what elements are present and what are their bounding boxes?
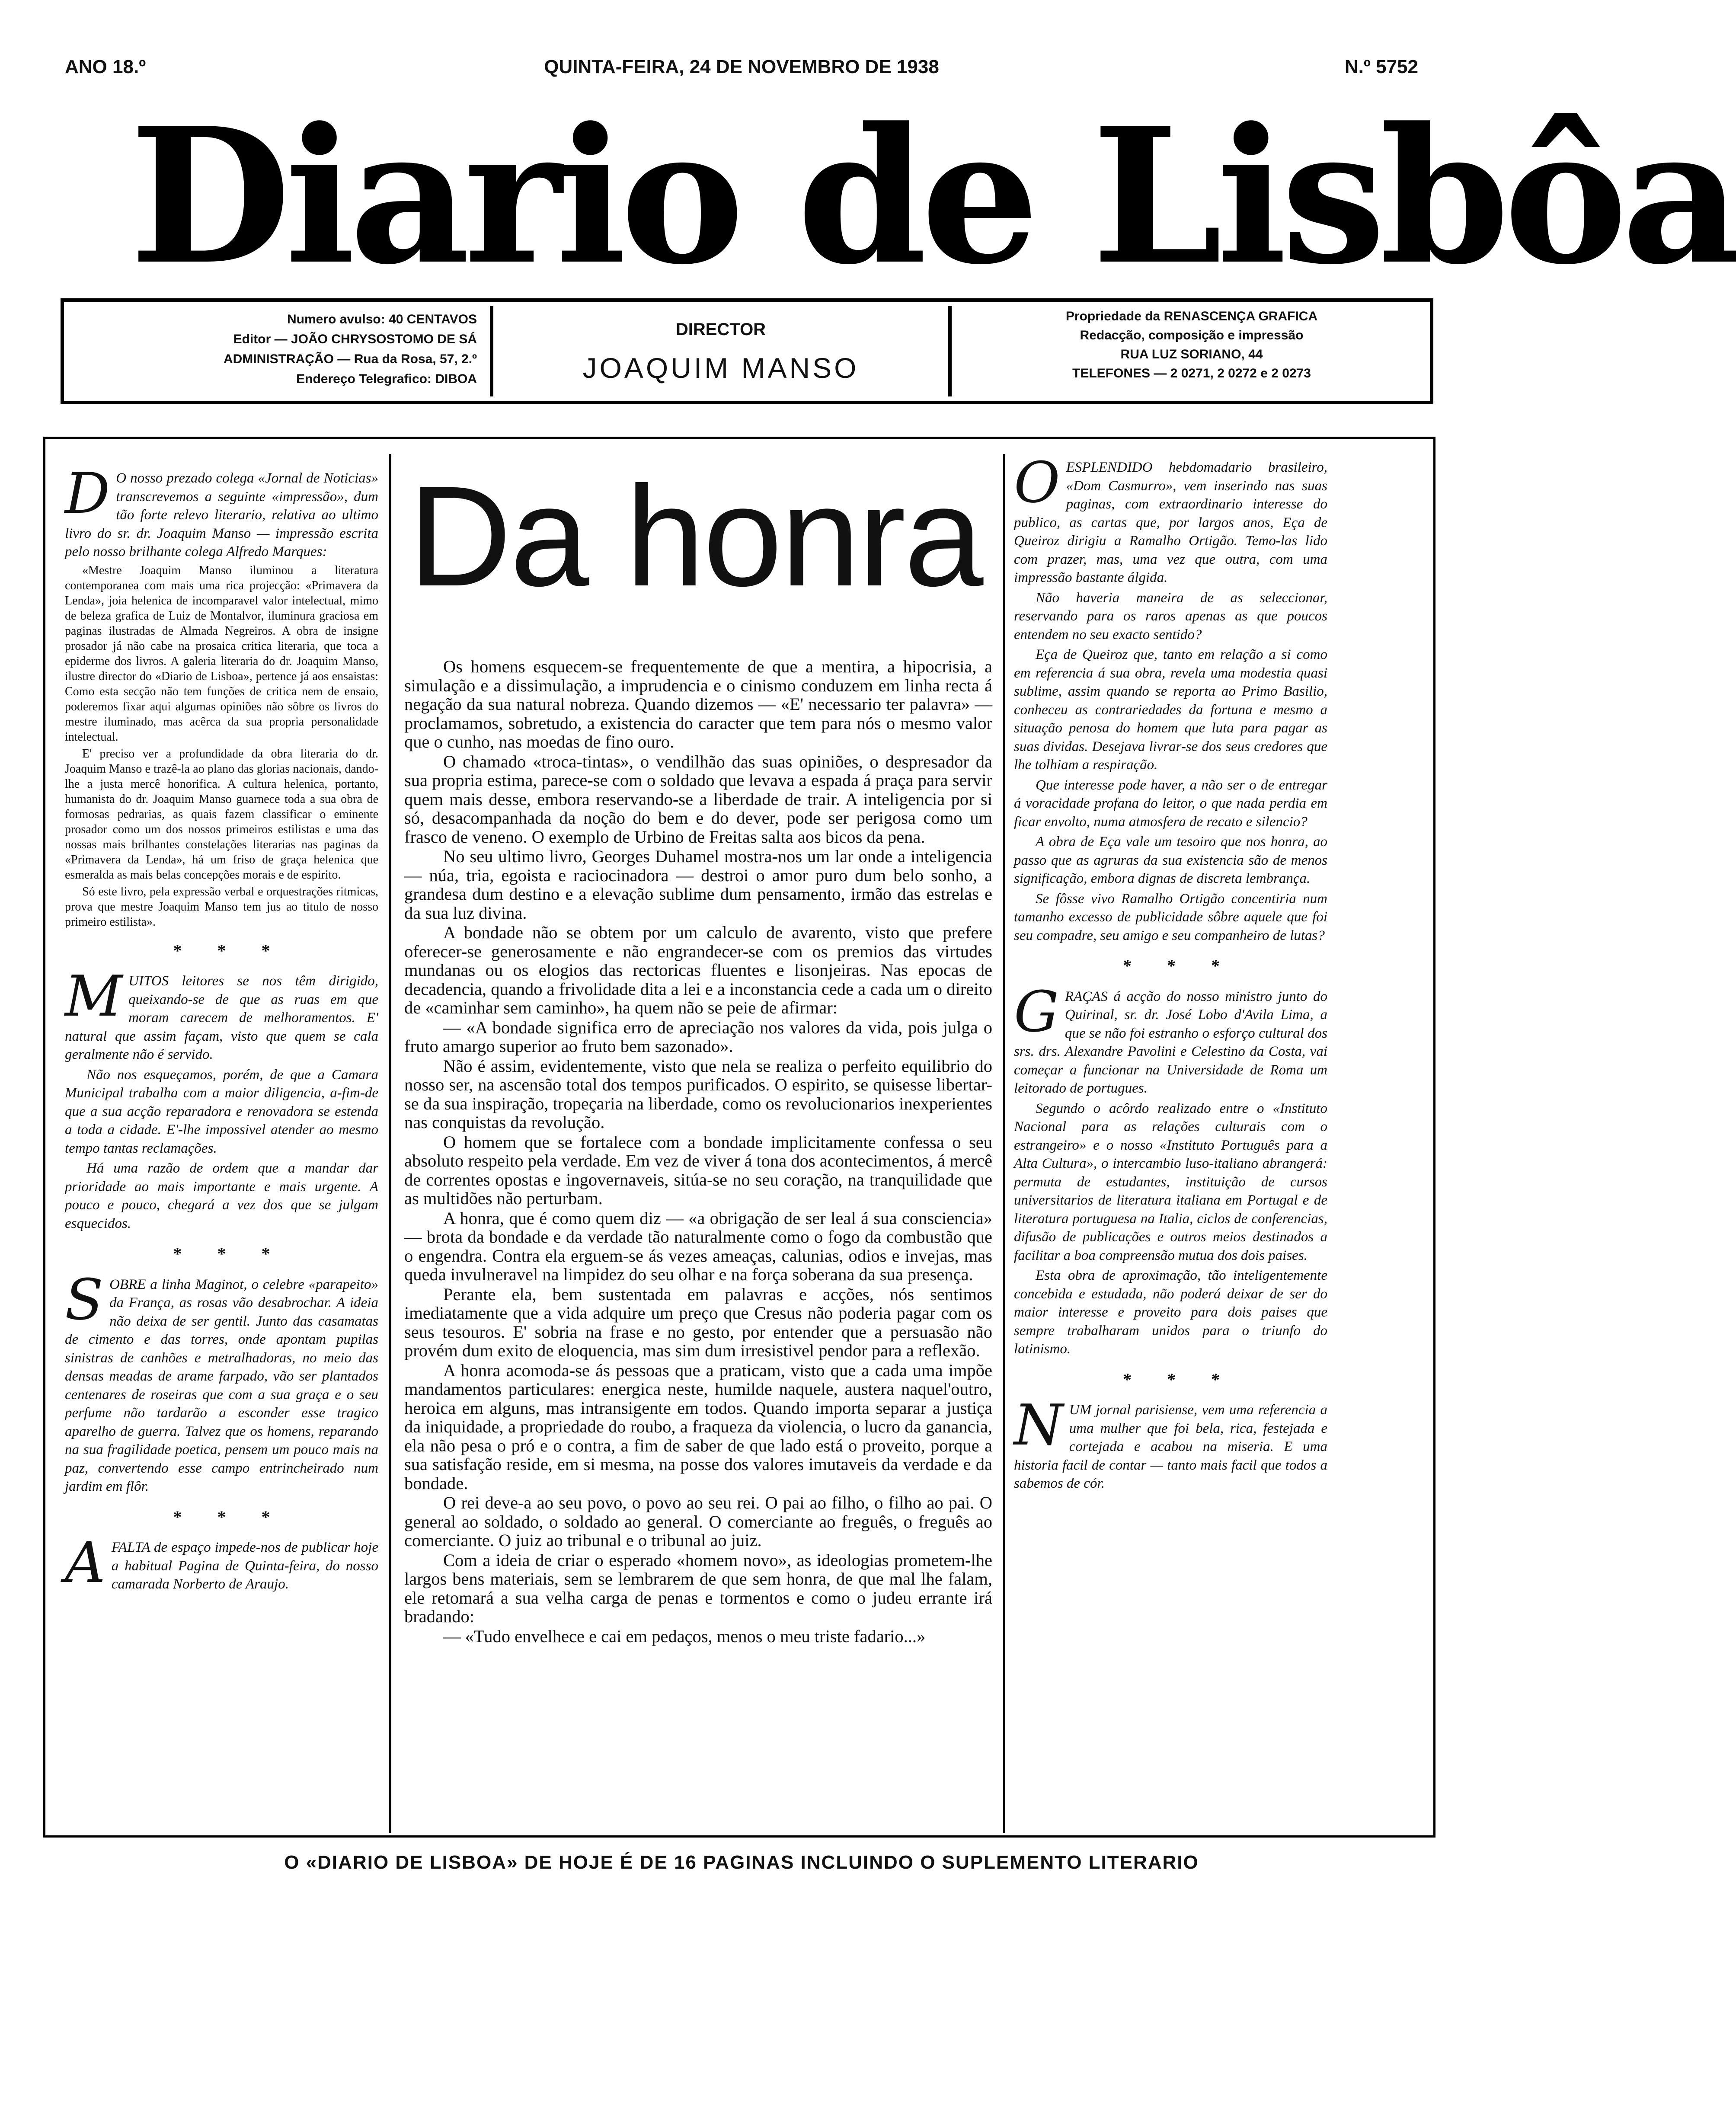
administration-line: ADMINISTRAÇÃO — Rua da Rosa, 57, 2.º [223, 352, 477, 366]
issue-date: QUINTA-FEIRA, 24 DE NOVEMBRO DE 1938 [544, 56, 939, 77]
drop-cap: A [65, 1530, 106, 1595]
address-line: RUA LUZ SORIANO, 44 [1120, 347, 1263, 361]
paragraph: Perante ela, bem sustentada em palavras e acções, nós sentimos imediatamente que a vida adquire um preço que Cresus não poderia pagar com os seus tesouros. E' sobria na frase e no gesto, por entender que a persuasão não provém dum exito de eloquencia, mas sim dum irresistivel pendor para a reflexão. [404, 1284, 992, 1360]
paragraph: Que interesse pode haver, a não ser o de entregar á voracidade profana do leitor, o que nada perdia em ficar envolto, numa atmosfera de recato e silencio? [1014, 777, 1327, 830]
paragraph: — «Tudo envelhece e cai em pedaços, menos o meu triste fadario...» [443, 1626, 926, 1646]
paragraph: A obra de Eça vale um tesoiro que nos honra, ao passo que as agruras da sua existencia são de menos significação, embora dignas de discreta lembrança. [1014, 834, 1327, 886]
info-divider [490, 306, 493, 396]
paragraph: Os homens esquecem-se frequentemente de que a mentira, a hipocrisia, a simulação e a dissimulação, a imprudencia e o cinismo conduzem em linha recta á negação da sua natural nobreza. Quando dizemos — «E' necessario ter palavra» — proclamamos, sobretudo, a existencia do caracter que tem para nós o mesmo valor que o cunho, nas moedas de fino ouro. [404, 657, 992, 751]
paragraph: A honra, que é como quem diz — «a obrigação de ser leal á sua consciencia» — brota da bondade e da verdade tão naturalmente como o fogo da combustão que o engendra. Contra ela erguem-se ás vezes ameaças, calunias, odios e invejas, mas queda invulneravel na limpidez do seu olhar e na força soberana da sua presença. [404, 1208, 992, 1284]
list-item: SOBRE a linha Maginot, o celebre «parapeito» da França, as rosas vão desabrochar. A ideia não deixa de ser gentil. Junto das casamatas de cimento e das torres, onde apontam pupilas sinistras de canhões e metralhadoras, no meio das densas meadas de arame farpado, vão ser plantados centenares de roseiras que com a sua graça e o seu perfume não tardarão a esconder esse tragico aparelho de guerra. Talvez que os homens, reparando na sua fragilidade poetica, pensem um pouco mais na paz, convertendo esse campo entrincheirado num jardim em flôr. [65, 1266, 378, 1494]
paragraph: Não nos esqueçamos, porém, de que a Camara Municipal trabalha com a maior diligencia, a-fim-de que a sua acção reparadora e renovadora se estenda a toda a cidade. E'-lhe impossivel atender ao mesmo tempo tantas reclamações. [65, 1067, 378, 1156]
drop-cap: D [65, 460, 110, 526]
right-column [1014, 450, 1327, 1495]
paragraph: O homem que se fortalece com a bondade implicitamente confessa o seu absoluto respeito pela verdade. Em vez de viver á tona dos acontecimentos, á mercê de correntes opostas e ingovernaveis, sitúa-se no seu coração, na tranquilidade que as multidões não perturbam. [404, 1132, 992, 1208]
paragraph: Não haveria maneira de as seleccionar, reservando para os raros apenas as que poucos entendem no seu exacto sentido? [1014, 590, 1327, 642]
editorial-line: Redacção, composição e impressão [1080, 328, 1304, 342]
masthead-logo: Diario de Lisbôa [130, 87, 1736, 306]
section-separator: * * * [173, 1244, 286, 1263]
info-director [493, 302, 948, 401]
paragraph: Eça de Queiroz que, tanto em relação a si como em referencia á sua obra, revela uma modestia quasi sublime, assim quando se reporta ao Primo Basilio, conheceu as contrariedades da fortuna e mesmo a situação penosa do homem que luta para pagar as suas dividas. Desejava livrar-se dos seus credores que lhe tolhiam a respiração. [1014, 647, 1327, 773]
list-item: GRAÇAS á acção do nosso ministro junto do Quirinal, sr. dr. José Lobo d'Avila Lima, a que se não foi estranho o esforço cultural dos srs. drs. Alexandre Pavolini e Celestino da Costa, vai começar a funcionar na Universidade de Roma um leitorado de portugues. [1014, 978, 1327, 1096]
drop-cap: N [1014, 1392, 1063, 1458]
drop-cap: M [65, 963, 123, 1029]
list-item: OESPLENDIDO hebdomadario brasileiro, «Dom Casmurro», vem inserindo nas suas paginas, com extraordinario interesse do publico, as cartas que, por largos anos, Eça de Queiroz dirigiu a Ramalho Ortigão. Temo-las lido com prazer, mas, uma vez que outra, com uma impressão bastante álgida. [1014, 450, 1327, 585]
paragraph: Com a ideia de criar o esperado «homem novo», as ideologias prometem-lhe largos bens materiais, sem se lembrarem de que sem honra, de que mal lhe falam, ele retomará a sua velha carga de penas e tormentos e como o judeu errante irá bradando: [404, 1550, 992, 1626]
price-line: Numero avulso: 40 CENTAVOS [287, 312, 477, 326]
paragraph: O chamado «troca-tintas», o vendilhão das suas opiniões, o despresador da sua propria estima, parece-se com o soldado que levava a espada á praça para servir quem mais desse, embora reservando-se a liberdade de trair. A inteligencia por si só, desacompanhada da noção do bem e do dever, pode ser perigosa como um frasco de veneno. O exemplo de Urbino de Freitas salta aos bicos da pena. [404, 751, 992, 847]
list-item: AFALTA de espaço impede-nos de publicar hoje a habitual Pagina de Quinta-feira, do nosso camarada Norberto de Araujo. [65, 1530, 378, 1595]
paragraph: O rei deve-a ao seu povo, o povo ao seu rei. O pai ao filho, o filho ao pai. O general ao soldado, o soldado ao general. O comerciante ao freguês, o freguês ao comerciante. O juiz ao tribunal e o tribunal ao juiz. [404, 1493, 992, 1550]
phones-line: TELEFONES — 2 0271, 2 0272 e 2 0273 [1072, 366, 1311, 380]
main-article [404, 456, 992, 1646]
list-item: D O nosso prezado colega «Jornal de Noticias» transcrevemos a seguinte «impressão», dum tão forte relevo literario, relativa ao ultimo livro do sr. dr. Joaquim Manso — impressão escrita pelo nosso brilhante colega Alfredo Marques: [65, 460, 378, 559]
drop-cap: S [65, 1266, 104, 1333]
info-left [64, 302, 490, 401]
section-separator: * * * [1122, 956, 1235, 975]
director-label: DIRECTOR [675, 320, 766, 339]
issue-number: N.º 5752 [1344, 56, 1418, 77]
owner-line: Propriedade da RENASCENÇA GRAFICA [1065, 309, 1318, 323]
section-separator: * * * [173, 1507, 286, 1527]
list-item: MUITOS leitores se nos têm dirigido, queixando-se de que as ruas em que moram carecem de melhoramentos. E' natural que assim façam, visto que quem se cala geralmente não é servido. [65, 963, 378, 1062]
article-headline: Da honra [409, 456, 982, 616]
column-divider [1003, 454, 1005, 1833]
top-info-line [65, 56, 1418, 91]
quote-paragraph: Só este livro, pela expressão verbal e orquestrações ritmicas, prova que mestre Joaquim Manso tem jus ao titulo de nosso primeiro estilista». [65, 885, 378, 929]
paragraph: Segundo o acôrdo realizado entre o «Instituto Nacional para as relações culturais com o estrangeiro» e o nosso «Instituto Português para a Alta Cultura», o intercambio luso-italiano abrangerá: permuta de estudantes, instituição de cursos universitarios de literatura italiana em Portugal e de literatura portuguesa na Italia, ciclos de conferencias, difusão de publicações e outros meios destinados a facilitar a boa compreensão mutua dos dois paises. [1014, 1100, 1327, 1263]
column-divider [389, 454, 391, 1833]
info-box [61, 298, 1433, 404]
drop-cap: G [1014, 978, 1059, 1045]
issue-year: ANO 18.º [65, 56, 146, 77]
list-item: NUM jornal parisiense, vem uma referencia a uma mulher que foi bela, rica, festejada e cortejada e acabou na miseria. E uma historia facil de contar — tanto mais facil que todos a sabemos de cór. [1014, 1392, 1327, 1491]
editor-line: Editor — JOÃO CHRYSOSTOMO DE SÁ [233, 332, 477, 346]
quote-paragraph: E' preciso ver a profundidade da obra literaria do dr. Joaquim Manso e trazê-la ao plano das glorias nacionais, dando-lhe a justa mercê honorifica. A cultura helenica, portanto, humanista do dr. Joaquim Manso guarnece toda a sua obra de formosas pedrarias, as quais fazem classificar o eminente prosador como um dos nossos primeiros estilistas e uma das nossas mais brilhantes constelações literarias nas paginas da «Primavera da Lenda», há um friso de graça helenica que esmeralda as mais belas concepções morais e de espirito. [65, 747, 378, 882]
section-separator: * * * [173, 940, 286, 960]
telegraph-line: Endereço Telegrafico: DIBOA [296, 372, 477, 386]
paragraph: Se fôsse vivo Ramalho Ortigão concentiria num tamanho excesso de publicidade sôbre aquele que foi seu compadre, seu amigo e seu companheiro de lutas? [1014, 891, 1327, 943]
quote-paragraph: «Mestre Joaquim Manso iluminou a literatura contemporanea com mais uma rica projecção: «Primavera da Lenda», joia helenica de incomparavel valor intelectual, mimo de beleza grafica de Luiz de Montalvor, iluminura graciosa em paginas ilustradas de Almada Negreiros. A obra de insigne prosador já não cabe na prosaica critica literaria, que toca a epiderme dos livros. A galeria literaria do dr. Joaquim Manso, ilustre director do «Diario de Lisboa», pertence já aos ensaistas: Como esta secção não tem funções de critica nem de ensaio, poderemos fixar aqui algumas opiniões não sôbre os livros do mestre iluminado, mas acêrca da sua propria personalidade intelectual. [65, 563, 378, 744]
article-body [404, 657, 992, 1646]
paragraph: Esta obra de aproximação, tão inteligentemente concebida e estudada, não poderá deixar de ser do maior interesse e proveito para dois paises que sempre trabalharam unidos para o triunfo do latinismo. [1014, 1268, 1327, 1357]
paragraph: — «A bondade significa erro de apreciação nos valores da vida, pois julga o fruto amargo superior ao fruto bem sazonado». [404, 1017, 992, 1056]
left-column [65, 460, 378, 1595]
footer-notice: O «DIARIO DE LISBOA» DE HOJE É DE 16 PAGINAS INCLUINDO O SUPLEMENTO LITERARIO [284, 1852, 1199, 1873]
paragraph: No seu ultimo livro, Georges Duhamel mostra-nos um lar onde a inteligencia — núa, tria, egoista e raciocinadora — destroi o amor puro dum belo sonho, a grandesa dum destino e a elevação sublime dum pensamento, irmão das estrelas e da sua luz divina. [404, 847, 992, 923]
info-divider [948, 306, 952, 396]
info-right [952, 302, 1432, 401]
paragraph: A honra acomoda-se ás pessoas que a praticam, visto que a cada uma impõe mandamentos particulares: energica neste, humilde naquele, austera naquel'outro, heroica em alguns, mas intransigente em todos. Quando importa separar a justiça da iniquidade, a propriedade do roubo, a fraqueza da violencia, o lucro da ganancia, ela não pesa o pró e o contra, a fim de saber de que lado está o proveito, porque a sua satisfação reside, em si mesma, na posse dos valores imutaveis da verdade e da bondade. [404, 1360, 992, 1493]
paragraph: Não é assim, evidentemente, visto que nela se realiza o perfeito equilibrio do nosso ser, na ascensão total dos tempos purificados. O espirito, se quisesse libertar-se da sua inspiração, tropeçaria na liberdade, como os revolucionarios inexperientes nas conquistas da revolução. [404, 1056, 992, 1132]
paragraph: A bondade não se obtem por um calculo de avarento, visto que prefere oferecer-se generosamente e não engrandecer-se com os premios das virtudes mundanas ou os elogios das rectoricas fluentes e lisonjeiras. Nas epocas de decadencia, quando a frivolidade dita a lei e a inconstancia cede a cada um o direito de «caminhar sem caminho», ha quem não se peie de afirmar: [404, 923, 992, 1017]
drop-cap: O [1014, 450, 1060, 515]
section-separator: * * * [1122, 1369, 1235, 1389]
paragraph: Há uma razão de ordem que a mandar dar prioridade ao mais importante e mais urgente. A pouco e pouco, chegará a vez dos que se julgam esquecidos. [65, 1160, 378, 1231]
director-name: JOAQUIM MANSO [582, 352, 859, 384]
